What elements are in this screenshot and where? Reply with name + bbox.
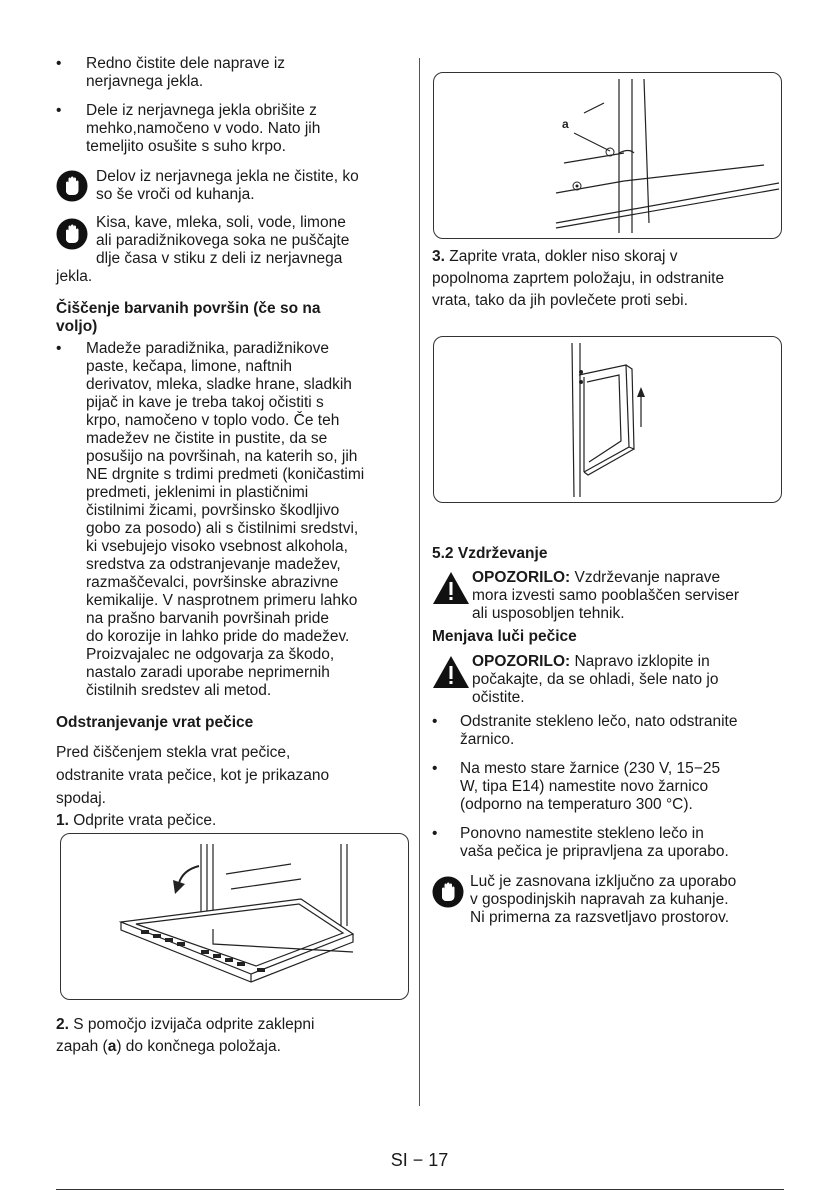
note-text-tail: jekla. <box>56 268 93 285</box>
step-text: Odprite vrata pečice. <box>68 812 217 829</box>
list-item-text: Odstranite stekleno lečo, nato odstranite žarnico. <box>460 713 738 748</box>
warning-label: OPOZORILO: <box>472 569 571 586</box>
latch-closeup-illustration <box>434 73 781 238</box>
step-1 <box>56 812 412 830</box>
subheading: Menjava luči pečice <box>432 628 577 645</box>
section-heading: Čiščenje barvanih površin (če so na voljo) <box>56 300 321 335</box>
list-item-text: Redno čistite dele naprave iz nerjavnega jekla. <box>86 55 286 90</box>
warning-label: OPOZORILO: <box>472 653 571 670</box>
oven-door-removal-illustration <box>434 337 781 502</box>
list-item <box>432 713 784 749</box>
bullet-dot: • <box>56 340 62 357</box>
warning-note <box>432 569 784 625</box>
warning-icon <box>432 655 470 694</box>
note-text: Kisa, kave, mleka, soli, vode, limone ali paradižnikovega soka ne puščajte dlje časa v stiku z deli iz nerjavnega <box>96 214 350 267</box>
figure-remove-door <box>433 336 782 503</box>
list-item <box>432 825 784 861</box>
step-text: Zaprite vrata, dokler niso skoraj v popolnoma zaprtem položaju, in odstranite vrata, tako da jih povlečete proti sebi. <box>432 248 725 309</box>
footer-rule <box>56 1189 784 1190</box>
list-item <box>56 340 412 702</box>
bullet-dot: • <box>432 713 438 730</box>
paragraph: Pred čiščenjem stekla vrat pečice, odstranite vrata pečice, kot je prikazano spodaj. <box>56 744 330 807</box>
section-heading: Odstranjevanje vrat pečice <box>56 714 254 731</box>
section-title: 5.2 Vzdrževanje <box>432 545 548 562</box>
step-text: zapah ( <box>56 1038 108 1055</box>
step-2 <box>56 1014 412 1058</box>
page-number: SI − 17 <box>390 1150 449 1170</box>
list-item-text: Na mesto stare žarnice (230 V, 15−25 W, tipa E14) namestite novo žarnico (odporno na temperaturo 300 °C). <box>460 760 721 813</box>
column-divider <box>419 58 420 1106</box>
step-text: ) do končnega položaja. <box>116 1038 281 1055</box>
list-item <box>56 55 412 91</box>
list-item <box>56 102 412 156</box>
step-number: 2. <box>56 1016 69 1033</box>
figure-open-door <box>60 833 409 1000</box>
warning-text <box>472 569 720 587</box>
stop-hand-icon <box>56 170 88 207</box>
warning-text-rest: mora izvesti samo pooblaščen serviser ali usposobljen tehnik. <box>472 587 740 622</box>
bullet-dot: • <box>56 55 62 72</box>
step-text: S pomočjo izvijača odprite zaklepni <box>68 1016 315 1033</box>
warning-text <box>472 653 710 671</box>
warning-text-lead: Napravo izklopite in <box>570 653 710 670</box>
stop-hand-icon <box>432 876 464 913</box>
stop-hand-icon <box>56 218 88 255</box>
warning-note <box>432 653 784 709</box>
warning-text-rest: počakajte, da se ohladi, šele nato jo očistite. <box>472 671 719 706</box>
callout-label: a <box>562 117 569 131</box>
list-item <box>432 760 784 814</box>
caution-note <box>56 214 412 288</box>
warning-text-lead: Vzdrževanje naprave <box>570 569 721 586</box>
list-item-text: Madeže paradižnika, paradižnikove paste, kečapa, limone, naftnih derivatov, mleka, sladke hrane, sladkih pijač in kave je treba takoj očistiti s krpo, namočeno v toplo vodo. Če teh madežev ne čistite in pustite, da se posušijo na površinah, na katerih so, jih NE drgnite s trdimi predmeti (koničastimi predmeti, jeklenimi in plastičnimi čistilnimi žicami, površinsko škodljivo gobo za posodo) ali s čistilnimi sredstvi, ki vsebujejo visoko vsebnost alkohola, sredstva za odstranjevanje madežev, razmaščevalci, površinske abrazivne kemikalije. V nasprotnem primeru lahko na prašno barvanih površinah pride do korozije in lahko pride do madežev. Proizvajalec ne odgovarja za škodo, nastalo zaradi uporabe neprimernih čistilnih sredstev ali metod. <box>86 340 365 699</box>
step-number: 1. <box>56 812 69 829</box>
oven-door-open-illustration <box>61 834 408 999</box>
bullet-dot: • <box>56 102 62 119</box>
caution-note <box>56 168 412 208</box>
list-item-text: Dele iz nerjavnega jekla obrišite z mehko,namočeno v vodo. Nato jih temeljito osušite s suho krpo. <box>86 102 321 155</box>
note-text: Delov iz nerjavnega jekla ne čistite, ko so še vroči od kuhanja. <box>96 168 359 203</box>
step-3 <box>432 246 784 312</box>
figure-latch <box>433 72 782 239</box>
caution-note <box>432 873 784 929</box>
bullet-dot: • <box>432 825 438 842</box>
list-item-text: Ponovno namestite stekleno lečo in vaša pečica je pripravljena za uporabo. <box>460 825 729 860</box>
step-label: a <box>107 1038 117 1055</box>
note-text: Luč je zasnovana izključno za uporabo v gospodinjskih napravah za kuhanje. Ni primerna za razsvetljavo prostorov. <box>470 873 737 926</box>
step-number: 3. <box>432 248 445 265</box>
warning-icon <box>432 571 470 610</box>
bullet-dot: • <box>432 760 438 777</box>
